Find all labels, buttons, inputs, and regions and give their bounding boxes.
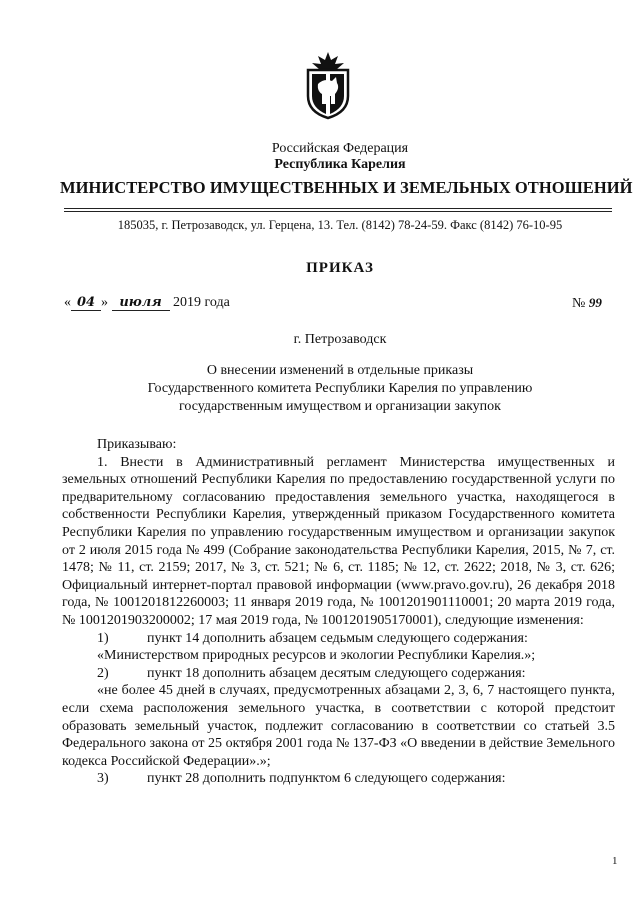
- country-name: Российская Федерация: [271, 141, 409, 156]
- item-text: пункт 14 дополнить абзацем седьмым следующего содержания:: [147, 630, 528, 646]
- title-line: государственным имуществом и организации закупок: [179, 399, 501, 414]
- list-item: [62, 630, 615, 648]
- ministry-address: 185035, г. Петрозаводск, ул. Герцена, 13. Тел. (8142) 78-24-59. Факс (8142) 76-10-95: [117, 218, 563, 232]
- header-divider-thin: [64, 211, 612, 212]
- city: г. Петрозаводск: [293, 332, 387, 347]
- item-number: 2): [97, 665, 109, 681]
- item-number: 1): [97, 630, 109, 646]
- date-year: 2019 года: [173, 295, 230, 310]
- order-title: [60, 362, 620, 416]
- intro: Приказываю:: [97, 437, 177, 452]
- number-label: №: [572, 296, 586, 311]
- order-body: [62, 436, 615, 788]
- date-month: июля: [112, 296, 170, 311]
- karelia-coat-of-arms-icon: [302, 50, 354, 120]
- date-open-quote: «: [64, 295, 71, 310]
- date-close-quote: »: [101, 295, 108, 310]
- title-line: О внесении изменений в отдельные приказы: [206, 363, 474, 378]
- list-item: [62, 770, 615, 788]
- number-value: 99: [588, 295, 602, 310]
- header-divider: [64, 208, 612, 209]
- item-text: пункт 18 дополнить абзацем десятым следующего содержания:: [147, 665, 526, 681]
- ministry-name: МИНИСТЕРСТВО ИМУЩЕСТВЕННЫХ И ЗЕМЕЛЬНЫХ ОТНОШЕНИЙ: [60, 178, 633, 197]
- item-quote: «Министерством природных ресурсов и экологии Республики Карелия.»;: [97, 648, 536, 664]
- document-type: ПРИКАЗ: [306, 260, 374, 276]
- item-number: 3): [97, 771, 109, 787]
- list-item: [62, 665, 615, 683]
- item-text: пункт 28 дополнить подпунктом 6 следующего содержания:: [147, 771, 506, 787]
- page-number: 1: [612, 855, 618, 867]
- title-line: Государственного комитета Республики Карелия по управлению: [147, 381, 533, 396]
- republic-name: Республика Карелия: [274, 157, 406, 172]
- order-number: [572, 295, 602, 312]
- item-quote: «не более 45 дней в случаях, предусмотренных абзацами 2, 3, 6, 7 настоящего пункта, если схема расположения земельного участка, в соответствии с которой предстоит образовать земельный участок, подлежит согласованию в соответствии со статьей 3.5 Федерального закона от 25 октября 2001 года № 137-ФЗ «О введении в действие Земельного кодекса Российской Федерации».»;: [62, 683, 615, 769]
- date-day: 04: [71, 296, 101, 311]
- paragraph-1: 1. Внести в Административный регламент Министерства имущественных и земельных отношений Республики Карелия по предоставлению государственной услуги по предварительному согласованию предоставления земельного участка, находящегося в собственности Республики Карелия, утвержденный приказом Государственного комитета Республики Карелия по управлению государственным имуществом и организации закупок от 2 июля 2015 года № 499 (Собрание законодательства Республики Карелия, 2015, № 7, ст. 1478; № 11, ст. 2159; 2017, № 3, ст. 521; № 6, ст. 1185; № 12, ст. 2622; 2018, № 3, ст. 626; Официальный интернет-портал правовой информации (www.pravo.gov.ru), 26 декабря 2018 года, № 1001201812260003; 11 января 2019 года, № 1001201901110001; 20 марта 2019 года, № 1001201903200002; 17 мая 2019 года, № 1001201905170001), следующие изменения:: [62, 454, 615, 628]
- order-date: [64, 295, 230, 311]
